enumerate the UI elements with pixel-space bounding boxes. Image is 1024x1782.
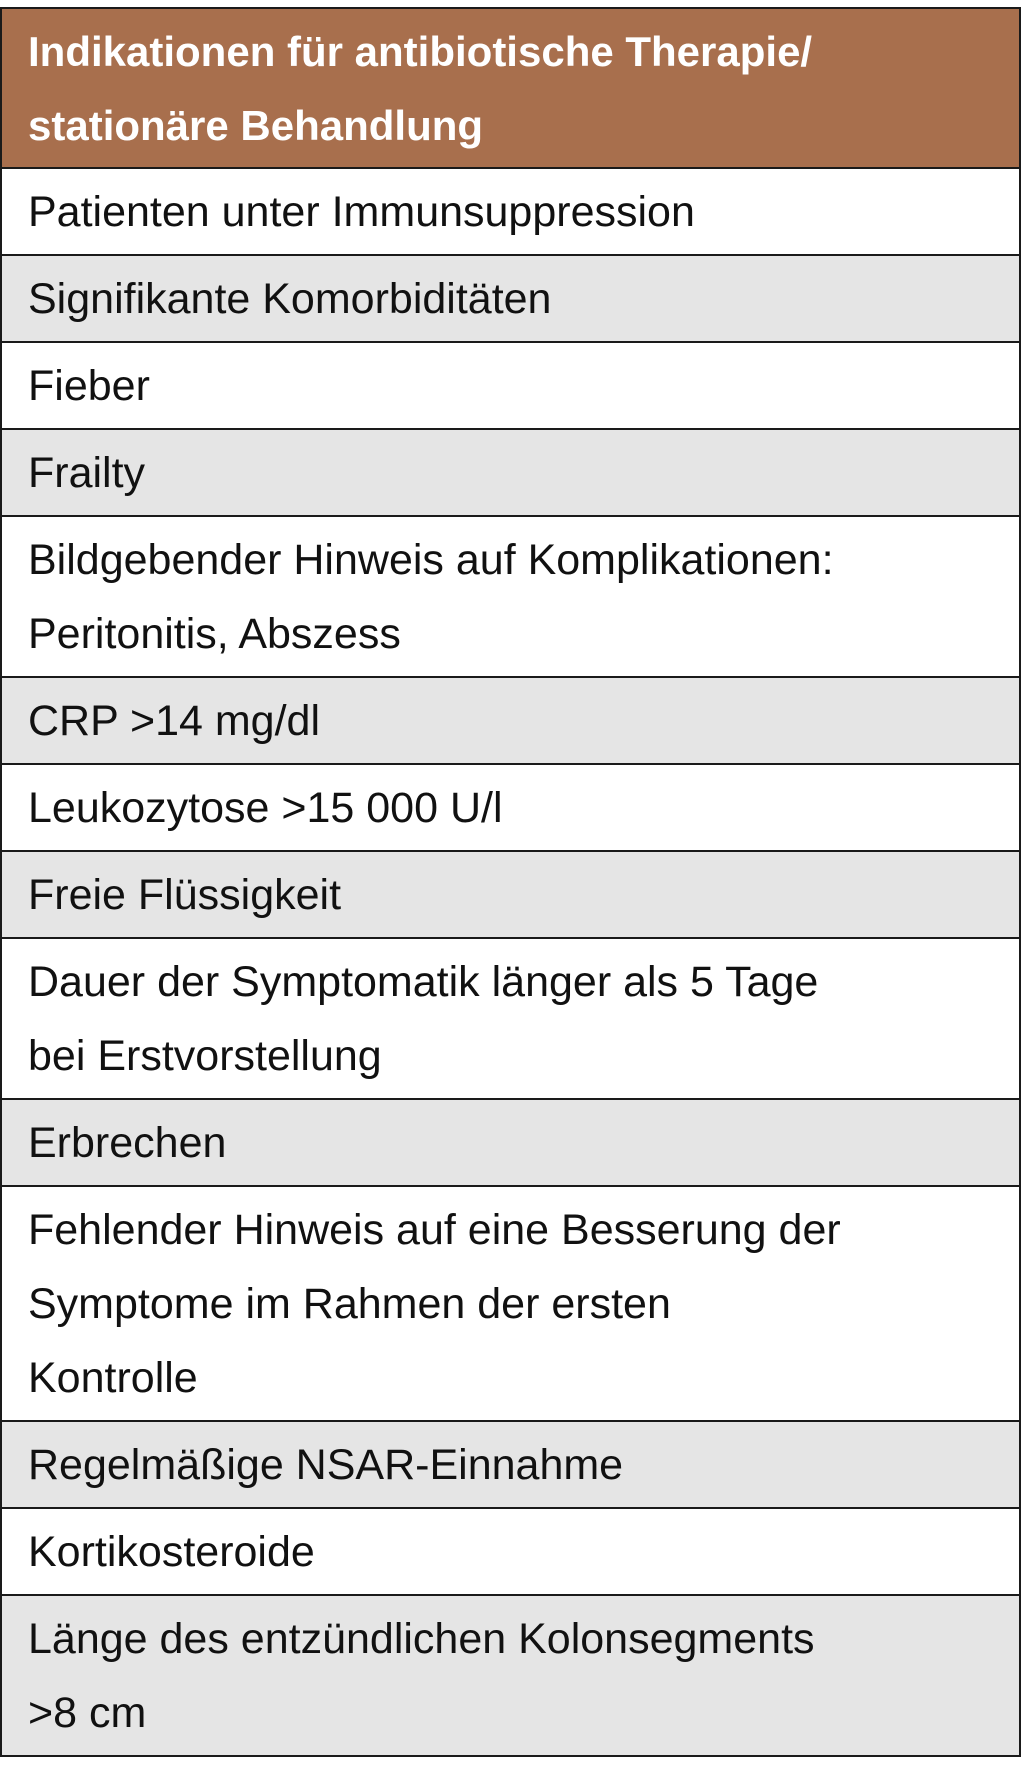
- row-text: Regelmäßige NSAR-Einnahme: [28, 1440, 624, 1489]
- row-text: Erbrechen: [28, 1118, 227, 1167]
- row-text: Patienten unter Immunsuppression: [28, 187, 695, 236]
- row-text: Fehlender Hinweis auf eine Besserung der Symptome im Rahmen der ersten Kontrolle: [28, 1205, 841, 1402]
- table-row: [2, 939, 1019, 1100]
- table-row: [2, 1187, 1019, 1422]
- row-text: CRP >14 mg/dl: [28, 696, 320, 745]
- table-row: [2, 256, 1019, 343]
- table-row: [2, 430, 1019, 517]
- table-row: [2, 1509, 1019, 1596]
- row-text: Leukozytose >15 000 U/l: [28, 783, 503, 832]
- row-text: Fieber: [28, 361, 150, 410]
- row-text: Länge des entzündlichen Kolonsegments >8 cm: [28, 1614, 815, 1737]
- row-text: Bildgebender Hinweis auf Komplikationen: Peritonitis, Abszess: [28, 535, 834, 658]
- table-row: [2, 765, 1019, 852]
- table-row: [2, 1422, 1019, 1509]
- table-header: Indikationen für antibiotische Therapie/ stationäre Behandlung: [2, 9, 1019, 169]
- table-row: [2, 343, 1019, 430]
- table-row: [2, 1596, 1019, 1757]
- row-text: Freie Flüssigkeit: [28, 870, 342, 919]
- table-row: [2, 517, 1019, 678]
- table-row: [2, 678, 1019, 765]
- row-text: Frailty: [28, 448, 146, 497]
- table-row: [2, 169, 1019, 256]
- row-text: Dauer der Symptomatik länger als 5 Tage bei Erstvorstellung: [28, 957, 819, 1080]
- table-row: [2, 1100, 1019, 1187]
- row-text: Signifikante Komorbiditäten: [28, 274, 552, 323]
- row-text: Kortikosteroide: [28, 1527, 315, 1576]
- indications-table: [0, 7, 1021, 1757]
- table-row: [2, 852, 1019, 939]
